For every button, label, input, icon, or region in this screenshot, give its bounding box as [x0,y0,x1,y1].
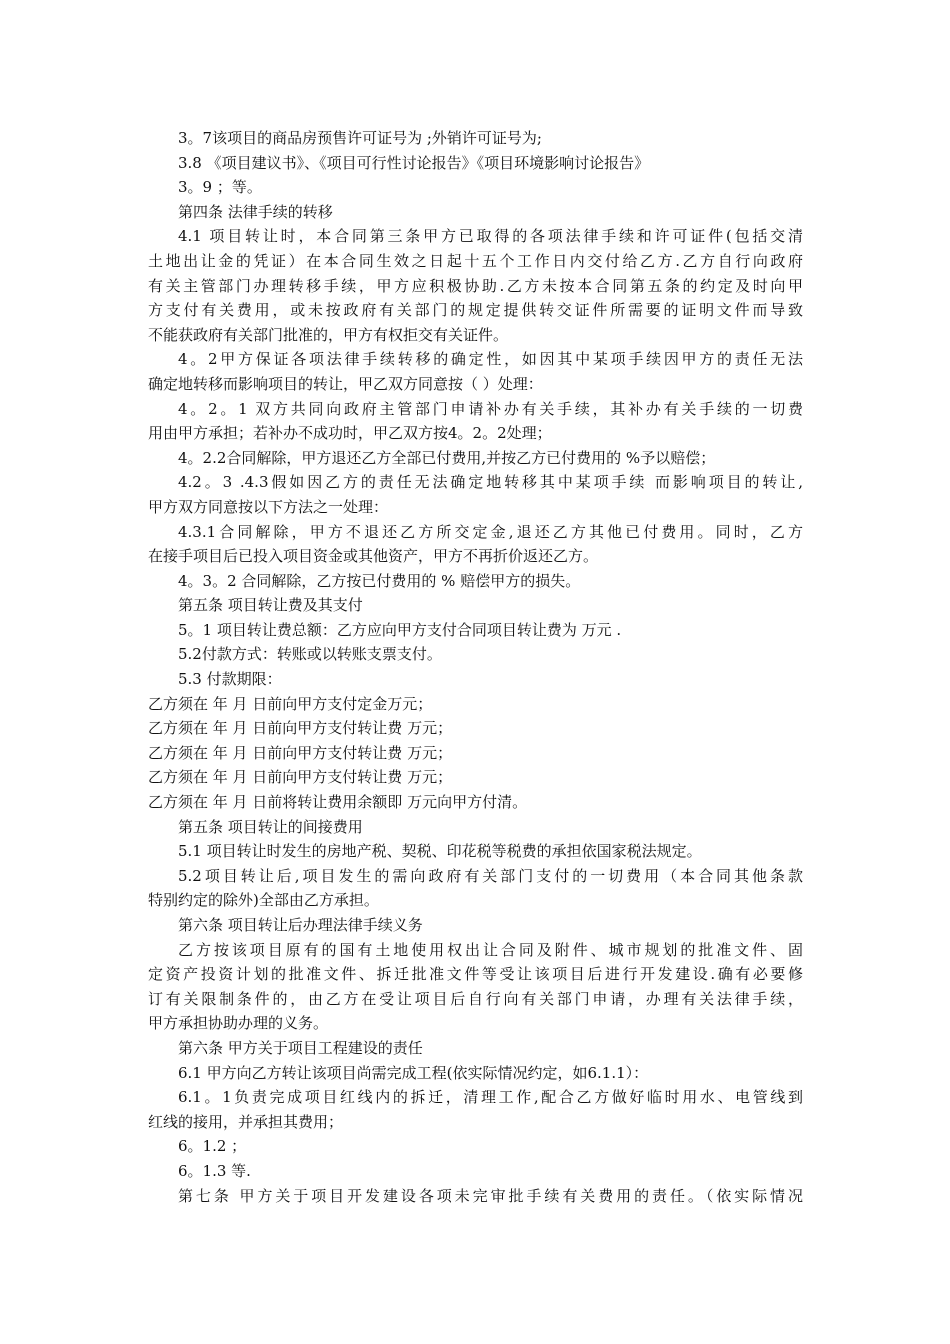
text-line: 特别约定的除外)全部由乙方承担。 [148,891,379,910]
text-line: 5.2项目转让后,项目发生的需向政府有关部门支付的一切费用（本合同其他条款 [178,866,803,885]
text-line: 第四条 法律手续的转移 [178,202,333,221]
text-line: 4。2。1 双方共同向政府主管部门申请补办有关手续，其补办有关手续的一切费 [178,399,803,418]
text-line: 乙方须在 年 月 日前将转让费用余额即 万元向甲方付清。 [148,793,528,812]
text-line: 6。1.3 等. [178,1161,251,1180]
text-line: 乙方按该项目原有的国有土地使用权出让合同及附件、城市规划的批准文件、固 [178,940,803,959]
text-line: 第七条 甲方关于项目开发建设各项未完审批手续有关费用的责任。（依实际情况 [178,1186,803,1205]
text-line: 甲方承担协助办理的义务。 [148,1014,329,1033]
document-body [148,126,803,1208]
text-line: 用由甲方承担；若补办不成功时，甲乙双方按4。2。2处理； [148,424,552,443]
text-line: 有关主管部门办理转移手续，甲方应积极协助.乙方未按本合同第五条的约定及时向甲 [148,276,803,295]
text-line: 在接手项目后已投入项目资金或其他资产，甲方不再折价返还乙方。 [148,547,599,566]
text-line: 4.2。3 .4.3假如因乙方的责任无法确定地转移其中某项手续 而影响项目的转让, [178,473,803,492]
text-line: 4。3。2 合同解除，乙方按已付费用的 % 赔偿甲方的损失。 [178,571,581,590]
text-line: 第五条 项目转让费及其支付 [178,596,363,615]
text-line: 5.1 项目转让时发生的房地产税、契税、印花税等税费的承担依国家税法规定。 [178,842,702,861]
text-line: 4.3.1合同解除，甲方不退还乙方所交定金,退还乙方其他已付费用。同时，乙方 [178,522,803,541]
text-line: 6.1 甲方向乙方转让该项目尚需完成工程(依实际情况约定，如6.1.1）： [178,1063,649,1082]
text-line: 乙方须在 年 月 日前向甲方支付转让费 万元； [148,768,453,787]
text-line: 方支付有关费用，或未按政府有关部门的规定提供转交证件所需要的证明文件而导致 [148,301,803,320]
text-line: 乙方须在 年 月 日前向甲方支付转让费 万元； [148,719,453,738]
text-line: 土地出让金的凭证）在本合同生效之日起十五个工作日内交付给乙方.乙方自行向政府 [148,251,803,270]
text-line: 3。7该项目的商品房预售许可证号为 ;外销许可证号为; [178,129,542,147]
text-line: 4。2甲方保证各项法律手续转移的确定性，如因其中某项手续因甲方的责任无法 [178,350,803,369]
text-line: 乙方须在 年 月 日前向甲方支付定金万元； [148,694,433,713]
text-line: 4.1 项目转让时，本合同第三条甲方已取得的各项法律手续和许可证件(包括交清 [178,227,803,246]
text-line: 红线的接用，并承担其费用； [148,1112,344,1131]
text-line: 乙方须在 年 月 日前向甲方支付转让费 万元； [148,743,453,762]
text-line: 5.2付款方式：转账或以转账支票支付。 [178,645,442,664]
text-line: 第六条 项目转让后办理法律手续义务 [178,916,423,934]
text-line: 甲方双方同意按以下方法之一处理： [148,497,389,516]
text-line: 第五条 项目转让的间接费用 [178,817,363,836]
text-line: 6。1.2 ； [178,1137,247,1156]
text-line: 4。2.2合同解除，甲方退还乙方全部已付费用,并按乙方已付费用的 %予以赔偿； [178,448,716,467]
text-line: 第六条 甲方关于项目工程建设的责任 [178,1038,423,1057]
text-line: 3.8 《项目建议书》、《项目可行性讨论报告》《项目环境影响讨论报告》 [178,153,650,172]
text-line: 订有关限制条件的，由乙方在受让项目后自行向有关部门申请，办理有关法律手续， [148,989,803,1008]
text-line: 不能获政府有关部门批准的，甲方有权拒交有关证件。 [148,325,509,344]
text-line: 5。1 项目转让费总额：乙方应向甲方支付合同项目转让费为 万元 . [178,620,622,639]
text-line: 确定地转移而影响项目的转让，甲乙双方同意按（ ）处理： [148,374,543,393]
text-line: 3。9 ；等。 [178,178,262,197]
text-line: 6.1。1负责完成项目红线内的拆迁，清理工作,配合乙方做好临时用水、电管线到 [178,1088,803,1107]
text-line: 定资产投资计划的批准文件、拆迁批准文件等受让该项目后进行开发建设.确有必要修 [148,965,803,984]
text-line: 5.3 付款期限： [178,670,282,689]
